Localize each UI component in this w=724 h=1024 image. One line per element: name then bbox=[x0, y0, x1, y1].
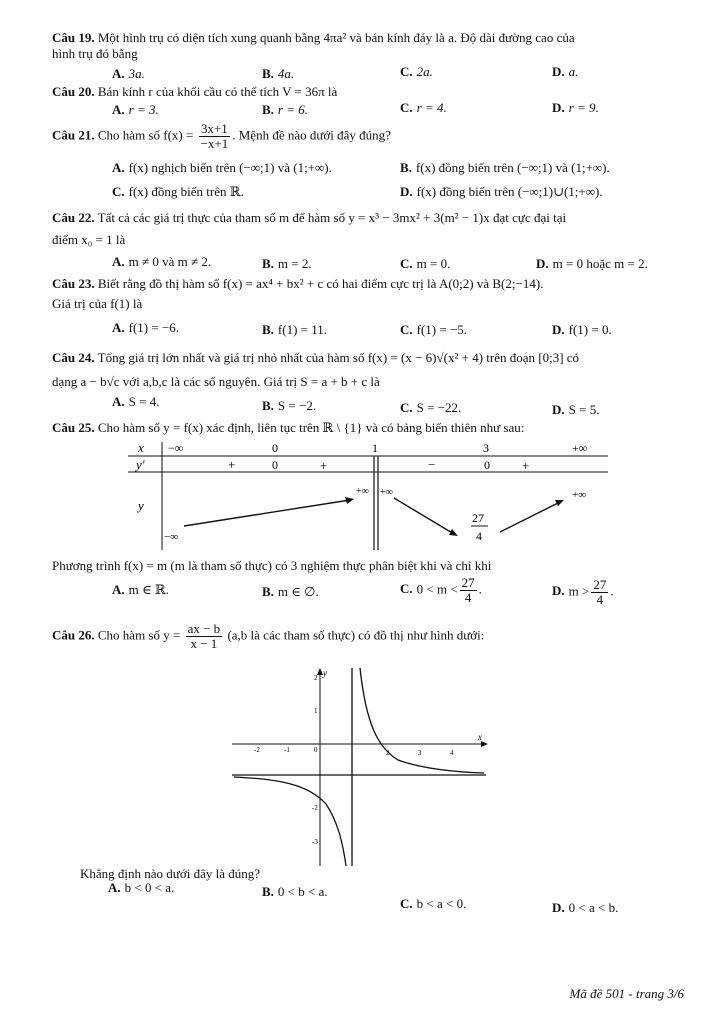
q25-option-b: B. m ∈ ∅. bbox=[262, 584, 319, 599]
function-graph bbox=[228, 664, 492, 870]
q19-option-a: A. 3a. bbox=[112, 66, 145, 81]
q21-label: Câu 21. bbox=[52, 127, 95, 143]
curve-right-branch bbox=[360, 668, 484, 773]
q23-option-d: D. f(1) = 0. bbox=[552, 322, 612, 337]
q23-option-a: A. f(1) = −6. bbox=[112, 320, 180, 335]
q26-option-a: A. b < 0 < a. bbox=[108, 880, 175, 895]
q20-option-c: C. r = 4. bbox=[400, 100, 447, 115]
q19-text1: Một hình trụ có diện tích xung quanh bằng 4πa² và bán kính đáy là a. Độ dài đường cao của bbox=[97, 30, 575, 45]
graph-x-label: x bbox=[478, 732, 482, 742]
q24-option-d: D. S = 5. bbox=[552, 402, 600, 417]
q19-option-c: C. 2a. bbox=[400, 64, 433, 79]
graph-y-label: y bbox=[323, 668, 327, 678]
table-sign-4: + bbox=[522, 458, 530, 473]
q19-option-b: B. 4a. bbox=[262, 66, 295, 81]
q23-line1 bbox=[52, 276, 543, 292]
q24-text2: dạng a − b√c với a,b,c là các số nguyên. Giá trị S = a + b + c là bbox=[52, 374, 380, 389]
x-tick-4: 4 bbox=[450, 749, 454, 757]
q22-line1 bbox=[52, 210, 566, 226]
q22-option-a: A. m ≠ 0 và m ≠ 2. bbox=[112, 254, 212, 269]
q25-line bbox=[52, 420, 524, 436]
q21-fraction: $\frac{3x+1}{-x+1}$ bbox=[200, 121, 229, 151]
q21-post: . Mệnh đề nào dưới đây đúng? bbox=[232, 127, 391, 143]
q22-label: Câu 22. bbox=[52, 210, 95, 225]
arrow-up-1 bbox=[184, 500, 350, 526]
q26-fraction: $\frac{ax - b}{x - 1}$ bbox=[187, 621, 221, 651]
x-tick-3: 3 bbox=[418, 749, 422, 757]
q19-label: Câu 19. bbox=[52, 30, 95, 45]
q21-line bbox=[52, 122, 391, 151]
x-tick-0: 0 bbox=[314, 746, 318, 754]
q22-option-d: D. m = 0 hoặc m = 2. bbox=[536, 256, 648, 271]
q19-option-d: D. a. bbox=[552, 64, 579, 79]
q23-option-b: B. f(1) = 11. bbox=[262, 322, 328, 337]
q22-option-c: C. m = 0. bbox=[400, 256, 451, 271]
x-tick-2: 2 bbox=[386, 749, 390, 757]
q20-label: Câu 20. bbox=[52, 84, 95, 99]
q22-text1: Tất cả các giá trị thực của tham số m để hàm số y = x³ − 3mx² + 3(m² − 1)x đạt cực đại tại bbox=[97, 210, 567, 225]
q21-option-a: A. f(x) nghịch biến trên (−∞;1) và (1;+∞). bbox=[112, 160, 332, 175]
x-tick-neg2: -2 bbox=[254, 746, 260, 754]
table-x-neg-inf: −∞ bbox=[168, 441, 184, 455]
q20-option-b: B. r = 6. bbox=[262, 102, 309, 117]
q26-post: (a,b là các tham số thực) có đồ thị như hình dưới: bbox=[227, 627, 485, 643]
q25-text: Cho hàm số y = f(x) xác định, liên tục trên ℝ \ {1} và có bảng biến thiên như sau: bbox=[97, 420, 525, 435]
table-y-min-den: 4 bbox=[476, 529, 482, 543]
y-tick-1: 1 bbox=[314, 707, 318, 715]
arrow-down bbox=[394, 498, 454, 534]
q20-line bbox=[52, 84, 337, 100]
q23-label: Câu 23. bbox=[52, 276, 95, 291]
q23-text2: Giá trị của f(1) là bbox=[52, 296, 143, 311]
table-x-1: 1 bbox=[372, 441, 378, 455]
table-sign-1: + bbox=[228, 457, 236, 472]
q25-text-after: Phương trình f(x) = m (m là tham số thực) có 3 nghiệm thực phân biệt khi và chỉ khi bbox=[52, 558, 492, 573]
q24-label: Câu 24. bbox=[52, 350, 95, 365]
table-x-label: x bbox=[138, 440, 144, 455]
y-tick-neg2: -2 bbox=[312, 804, 318, 812]
q26-option-d: D. 0 < a < b. bbox=[552, 900, 619, 915]
q22-option-b: B. m = 2. bbox=[262, 256, 312, 271]
table-x-3: 3 bbox=[483, 441, 489, 455]
table-sign-zero-1: 0 bbox=[272, 458, 278, 472]
table-sign-2: + bbox=[320, 458, 328, 473]
q26-line bbox=[52, 622, 484, 651]
x-tick-neg1: -1 bbox=[284, 746, 290, 754]
q25-option-a: A. m ∈ ℝ. bbox=[112, 582, 169, 597]
q23-option-c: C. f(1) = −5. bbox=[400, 322, 468, 337]
table-y-min-num: 27 bbox=[472, 511, 484, 525]
table-yp-label: y' bbox=[136, 457, 145, 472]
q26-option-c: C. b < a < 0. bbox=[400, 896, 467, 911]
table-y-pos-inf-end: +∞ bbox=[572, 489, 587, 501]
q24-option-c: C. S = −22. bbox=[400, 400, 462, 415]
q24-line1 bbox=[52, 350, 579, 366]
table-y-pos-inf-right: +∞ bbox=[380, 487, 393, 498]
q20-option-d: D. r = 9. bbox=[552, 100, 599, 115]
q23-text1: Biết rằng đồ thị hàm số f(x) = ax⁴ + bx² + c có hai điểm cực trị là A(0;2) và B(2;−14). bbox=[97, 276, 544, 291]
q26-option-b: B. 0 < b < a. bbox=[262, 884, 328, 899]
table-x-pos-inf: +∞ bbox=[572, 441, 588, 455]
q22-text2: điểm x₀ = 1 là bbox=[52, 232, 126, 247]
q20-text: Bán kính r của khối cầu có thể tích V = 36π là bbox=[97, 84, 338, 99]
q26-pre: Cho hàm số y = bbox=[97, 627, 181, 643]
table-sign-zero-2: 0 bbox=[484, 458, 490, 472]
q24-option-a: A. S = 4. bbox=[112, 394, 160, 409]
q26-label: Câu 26. bbox=[52, 627, 95, 643]
page-footer: Mã đề 501 - trang 3/6 bbox=[569, 986, 684, 1001]
q25-option-c: C. 0 < m < $\frac{27}{4}$ . bbox=[400, 575, 482, 605]
table-sign-3: − bbox=[428, 457, 436, 472]
q19-text2: hình trụ đó bằng bbox=[52, 46, 138, 61]
arrow-up-2 bbox=[500, 502, 560, 532]
y-tick-neg3: -3 bbox=[312, 838, 318, 846]
q26-text-after: Khẳng định nào dưới đây là đúng? bbox=[80, 866, 260, 881]
q21-option-d: D. f(x) đồng biến trên (−∞;1)∪(1;+∞). bbox=[400, 184, 603, 199]
q21-option-b: B. f(x) đồng biến trên (−∞;1) và (1;+∞). bbox=[400, 160, 610, 175]
q19-line1 bbox=[52, 30, 575, 46]
table-y-pos-inf-left: +∞ bbox=[356, 486, 369, 497]
q25-option-d: D. m > $\frac{27}{4}$ . bbox=[552, 577, 614, 607]
q20-option-a: A. r = 3. bbox=[112, 102, 159, 117]
q21-pre: Cho hàm số f(x) = bbox=[97, 127, 194, 143]
variation-table bbox=[128, 440, 608, 552]
table-x-0: 0 bbox=[272, 441, 278, 455]
curve-left-branch bbox=[234, 777, 346, 866]
q25-label: Câu 25. bbox=[52, 420, 95, 435]
table-y-neg-inf: −∞ bbox=[164, 531, 179, 543]
q24-text1: Tổng giá trị lớn nhất và giá trị nhỏ nhất của hàm số f(x) = (x − 6)√(x² + 4) trên đoạn [0;3] có bbox=[97, 350, 580, 365]
q21-option-c: C. f(x) đồng biến trên ℝ. bbox=[112, 184, 244, 199]
y-tick-2: 2 bbox=[314, 674, 318, 682]
q24-option-b: B. S = −2. bbox=[262, 398, 317, 413]
table-y-label: y bbox=[138, 498, 144, 513]
